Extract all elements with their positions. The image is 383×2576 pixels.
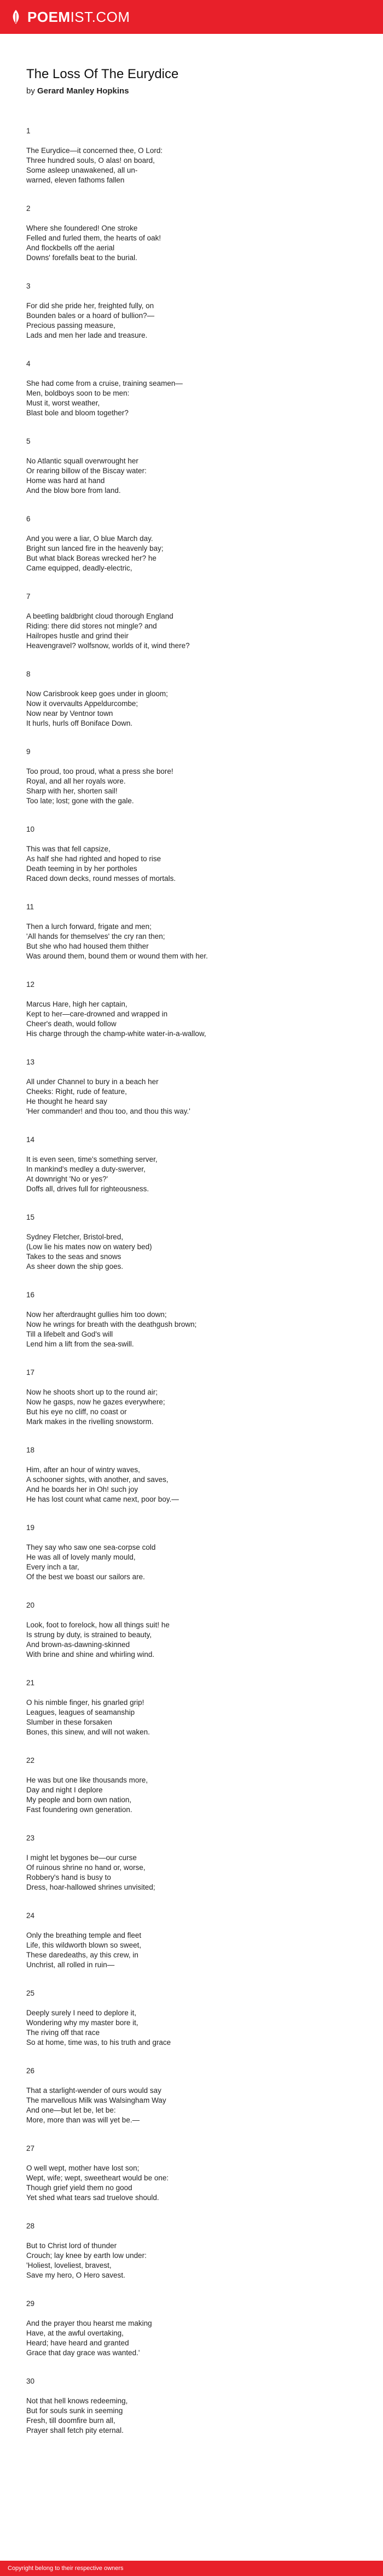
poem-line: Him, after an hour of wintry waves, — [26, 1466, 140, 1474]
poem-line: For did she pride her, freighted fully, on — [26, 302, 154, 310]
poem-line: Bounden bales or a hoard of bullion?— — [26, 311, 155, 320]
poem-line: No Atlantic squall overwrought her — [26, 457, 138, 465]
poem-line: Was around them, bound them or wound them with her. — [26, 952, 208, 960]
stanza-number: 23 — [26, 1834, 35, 1842]
poem-line: Cheeks: Right, rude of feature, — [26, 1087, 127, 1096]
stanza-number: 28 — [26, 2222, 35, 2230]
poem-body — [26, 126, 357, 2436]
poem-line: They say who saw one sea-corpse cold — [26, 1543, 156, 1551]
footer — [0, 2561, 383, 2576]
stanza-number: 6 — [26, 515, 31, 523]
poem-line: warned, eleven fathoms fallen — [26, 176, 125, 184]
poem-line: It is even seen, time's something server, — [26, 1155, 158, 1163]
poem-line: Now Carisbrook keep goes under in gloom; — [26, 690, 168, 698]
site-logo[interactable] — [8, 9, 130, 26]
stanza-number: 22 — [26, 1756, 35, 1765]
poem-line: And brown-as-dawning-skinned — [26, 1640, 130, 1649]
poem-line: This was that fell capsize, — [26, 845, 111, 853]
top-bar — [0, 0, 383, 34]
poem-line: Blast bole and bloom together? — [26, 409, 129, 417]
poem-line: Sharp with her, shorten sail! — [26, 787, 118, 795]
stanza — [26, 1989, 357, 2048]
stanza-number: 9 — [26, 748, 31, 756]
poem-line: Royal, and all her royals wore. — [26, 777, 126, 785]
by-label: by — [26, 86, 35, 96]
poem-line: (Low lie his mates now on watery bed) — [26, 1243, 152, 1251]
poem-line: Wept, wife; wept, sweetheart would be one: — [26, 2174, 169, 2182]
poem-content — [0, 34, 383, 2436]
stanza — [26, 1601, 357, 1660]
poem-line: 'Her commander! and thou too, and thou this way.' — [26, 1107, 190, 1115]
stanza-number: 10 — [26, 825, 35, 833]
poem-line: Prayer shall fetch pity eternal. — [26, 2426, 124, 2434]
poem-line: O his nimble finger, his gnarled grip! — [26, 1698, 144, 1707]
stanza — [26, 2066, 357, 2125]
poem-line: That a starlight-wender of ours would say — [26, 2086, 161, 2095]
poem-line: Sydney Fletcher, Bristol-bred, — [26, 1233, 124, 1241]
poem-line: He was all of lovely manly mould, — [26, 1553, 136, 1561]
poem-line: 'Holiest, loveliest, bravest, — [26, 2261, 112, 2269]
stanza — [26, 437, 357, 496]
poem-line: Leagues, leagues of seamanship — [26, 1708, 135, 1716]
byline — [26, 86, 357, 96]
poem-line: O well wept, mother have lost son; — [26, 2164, 140, 2172]
stanza — [26, 514, 357, 573]
poem-line: Life, this wildworth blown so sweet, — [26, 1941, 142, 1949]
stanza — [26, 359, 357, 418]
poem-line: Lend him a lift from the sea-swill. — [26, 1340, 134, 1348]
poem-title: The Loss Of The Eurydice — [26, 67, 179, 81]
poem-line: Came equipped, deadly-electric, — [26, 564, 132, 572]
poem-line: With brine and shine and whirling wind. — [26, 1650, 155, 1658]
stanza-number: 21 — [26, 1679, 35, 1687]
poem-line: More, more than was will yet be.— — [26, 2116, 140, 2124]
stanza-number: 7 — [26, 592, 31, 601]
stanza-number: 5 — [26, 437, 31, 445]
poem-line: But what black Boreas wrecked her? he — [26, 554, 156, 562]
stanza — [26, 980, 357, 1039]
poem-line: Only the breathing temple and fleet — [26, 1931, 142, 1939]
poem-line: Downs' forefalls beat to the burial. — [26, 254, 137, 262]
poem-line: Felled and furled them, the hearts of oak! — [26, 234, 161, 242]
poem-line: Robbery's hand is busy to — [26, 1873, 111, 1881]
poem-line: These daredeaths, ay this crew, in — [26, 1951, 138, 1959]
author-name[interactable]: Gerard Manley Hopkins — [37, 86, 129, 96]
poem-line: As sheer down the ship goes. — [26, 1262, 124, 1271]
poem-line: Dress, hoar-hallowed shrines unvisited; — [26, 1883, 155, 1891]
poem-line: Home was hard at hand — [26, 477, 105, 485]
poem-line: In mankind's medley a duty-swerver, — [26, 1165, 146, 1173]
poem-line: Have, at the awful overtaking, — [26, 2329, 124, 2337]
poem-line: Death teeming in by her portholes — [26, 864, 137, 873]
poem-line: His charge through the champ-white water-in-a-wallow, — [26, 1030, 206, 1038]
stanza-number: 12 — [26, 980, 35, 989]
poem-line: But to Christ lord of thunder — [26, 2242, 117, 2250]
stanza — [26, 1756, 357, 1815]
poem-line: Takes to the seas and snows — [26, 1252, 121, 1261]
poem-line: The marvellous Milk was Walsingham Way — [26, 2096, 166, 2104]
stanza — [26, 1057, 357, 1116]
poem-line: Yet shed what tears sad truelove should. — [26, 2193, 159, 2202]
stanza — [26, 902, 357, 961]
poem-line: Is strung by duty, is strained to beauty, — [26, 1631, 152, 1639]
poem-line: A schooner sights, with another, and saves, — [26, 1475, 169, 1484]
poem-line: Slumber in these forsaken — [26, 1718, 112, 1726]
poem-line: But for souls sunk in seeming — [26, 2407, 123, 2415]
poem-line: Marcus Hare, high her captain, — [26, 1000, 127, 1008]
poem-line: Now her afterdraught gullies him too down; — [26, 1310, 167, 1319]
poem-line: At downright 'No or yes?' — [26, 1175, 108, 1183]
poem-line: Mark makes in the rivelling snowstorm. — [26, 1418, 154, 1426]
poem-line: So at home, time was, to his truth and grace — [26, 2038, 171, 2046]
stanza-number: 19 — [26, 1524, 35, 1532]
poem-line: Now he wrings for breath with the deathgush brown; — [26, 1320, 197, 1328]
quill-pen-icon — [8, 9, 24, 25]
poem-line: Bright sun lanced fire in the heavenly bay; — [26, 544, 164, 552]
stanza — [26, 747, 357, 806]
poem-line: Bones, this sinew, and will not waken. — [26, 1728, 150, 1736]
poem-line: Though grief yield them no good — [26, 2184, 132, 2192]
stanza-number: 24 — [26, 1912, 35, 1920]
stanza — [26, 2221, 357, 2280]
poem-line: Riding: there did stores not mingle? and — [26, 622, 157, 630]
stanza — [26, 1523, 357, 1582]
poem-line: Raced down decks, round messes of mortals. — [26, 874, 176, 883]
poem-line: Now near by Ventnor town — [26, 709, 113, 717]
poem-line: Look, foot to forelock, how all things suit! he — [26, 1621, 170, 1629]
poem-line: All under Channel to bury in a beach her — [26, 1078, 159, 1086]
poem-line: I might let bygones be—our curse — [26, 1854, 137, 1862]
stanza — [26, 2299, 357, 2358]
poem-line: Grace that day grace was wanted.' — [26, 2349, 140, 2357]
poem-line: And the blow bore from land. — [26, 486, 121, 495]
stanza-number: 13 — [26, 1058, 35, 1066]
stanza-number: 2 — [26, 204, 31, 213]
poem-line: Where she foundered! One stroke — [26, 224, 138, 232]
poem-line: Deeply surely I need to deplore it, — [26, 2009, 137, 2017]
stanza-number: 25 — [26, 1989, 35, 1997]
poem-line: And he boards her in Oh! such joy — [26, 1485, 138, 1493]
stanza — [26, 1368, 357, 1427]
stanza-number: 15 — [26, 1213, 35, 1221]
poem-line: A beetling baldbright cloud thorough England — [26, 612, 173, 620]
poem-line: Must it, worst weather, — [26, 399, 100, 407]
stanza-number: 17 — [26, 1368, 35, 1377]
poem-line: Hailropes hustle and grind their — [26, 632, 129, 640]
poem-line: Save my hero, O Hero savest. — [26, 2271, 125, 2279]
poem-line: She had come from a cruise, training seamen— — [26, 379, 183, 387]
poem-line: Lads and men her lade and treasure. — [26, 331, 148, 339]
stanza — [26, 2144, 357, 2203]
logo-text — [27, 9, 130, 26]
stanza-number: 8 — [26, 670, 31, 678]
poem-line: Cheer's death, would follow — [26, 1020, 117, 1028]
poem-line: Fresh, till doomfire burn all, — [26, 2416, 115, 2425]
poem-line: Till a lifebelt and God's will — [26, 1330, 113, 1338]
stanza — [26, 1290, 357, 1349]
stanza-number: 1 — [26, 127, 31, 135]
poem-line: Of ruinous shrine no hand or, worse, — [26, 1863, 146, 1872]
poem-line: My people and born own nation, — [26, 1796, 132, 1804]
poem-line: Too late; lost; gone with the gale. — [26, 797, 134, 805]
poem-line: Men, boldboys soon to be men: — [26, 389, 130, 397]
poem-line: 'All hands for themselves' the cry ran then; — [26, 932, 165, 940]
stanza — [26, 1678, 357, 1737]
logo-bold: POEM — [27, 8, 71, 25]
stanza — [26, 669, 357, 728]
stanza-number: 16 — [26, 1291, 35, 1299]
poem-line: Heavengravel? wolfsnow, worlds of it, wind there? — [26, 642, 190, 650]
stanza-number: 29 — [26, 2299, 35, 2308]
poem-line: It hurls, hurls off Boniface Down. — [26, 719, 133, 727]
stanza — [26, 126, 357, 185]
stanza — [26, 281, 357, 340]
stanza — [26, 592, 357, 651]
stanza-number: 27 — [26, 2144, 35, 2152]
stanza — [26, 1911, 357, 1970]
poem-line: And the prayer thou hearst me making — [26, 2319, 152, 2327]
poem-line: Day and night I deplore — [26, 1786, 103, 1794]
poem-line: But she who had housed them thither — [26, 942, 149, 950]
poem-line: Or rearing billow of the Biscay water: — [26, 467, 147, 475]
stanza-number: 11 — [26, 903, 34, 911]
poem-line: As half she had righted and hoped to rise — [26, 855, 161, 863]
poem-line: Wondering why my master bore it, — [26, 2019, 138, 2027]
stanza — [26, 1135, 357, 1194]
footer-copyright: Copyright belong to their respective owners — [8, 2565, 124, 2572]
stanza-number: 3 — [26, 282, 31, 290]
stanza — [26, 1445, 357, 1504]
poem-line: Then a lurch forward, frigate and men; — [26, 922, 152, 931]
poem-line: And you were a liar, O blue March day. — [26, 534, 153, 543]
stanza — [26, 204, 357, 263]
poem-line: And flockbells off the aerial — [26, 244, 115, 252]
stanza-number: 14 — [26, 1136, 35, 1144]
poem-line: Not that hell knows redeeming, — [26, 2397, 128, 2405]
poem-line: Every inch a tar, — [26, 1563, 79, 1571]
logo-thin: IST.COM — [70, 8, 130, 25]
poem-line: Now he shoots short up to the round air; — [26, 1388, 158, 1396]
poem-line: The Eurydice—it concerned thee, O Lord: — [26, 146, 163, 155]
poem-line: Crouch; lay knee by earth low under: — [26, 2251, 147, 2260]
poem-line: But his eye no cliff, no coast or — [26, 1408, 127, 1416]
poem-line: The riving off that race — [26, 2028, 100, 2037]
poem-line: And one—but let be, let be: — [26, 2106, 116, 2114]
poem-line: Unchrist, all rolled in ruin— — [26, 1961, 115, 1969]
poem-line: Some asleep unawakened, all un- — [26, 166, 138, 174]
poem-line: Precious passing measure, — [26, 321, 115, 330]
poem-line: He thought he heard say — [26, 1097, 107, 1105]
stanza — [26, 1833, 357, 1892]
poem-line: He has lost count what came next, poor boy.— — [26, 1495, 179, 1503]
stanza — [26, 1213, 357, 1272]
poem-line: Heard; have heard and granted — [26, 2339, 129, 2347]
poem-line: Three hundred souls, O alas! on board, — [26, 156, 155, 164]
stanza — [26, 2377, 357, 2436]
poem-line: He was but one like thousands more, — [26, 1776, 148, 1784]
poem-line: Now it overvaults Appeldurcombe; — [26, 699, 138, 708]
stanza-number: 18 — [26, 1446, 35, 1454]
poem-line: Now he gasps, now he gazes everywhere; — [26, 1398, 165, 1406]
stanza-number: 20 — [26, 1601, 35, 1609]
poem-line: Doffs all, drives full for righteousness. — [26, 1185, 149, 1193]
poem-line: Fast foundering own generation. — [26, 1805, 132, 1814]
stanza — [26, 825, 357, 884]
stanza-number: 30 — [26, 2377, 35, 2385]
poem-line: Too proud, too proud, what a press she bore! — [26, 767, 173, 775]
poem-line: Kept to her—care-drowned and wrapped in — [26, 1010, 168, 1018]
stanza-number: 26 — [26, 2067, 35, 2075]
poem-line: Of the best we boast our sailors are. — [26, 1573, 145, 1581]
stanza-number: 4 — [26, 360, 31, 368]
